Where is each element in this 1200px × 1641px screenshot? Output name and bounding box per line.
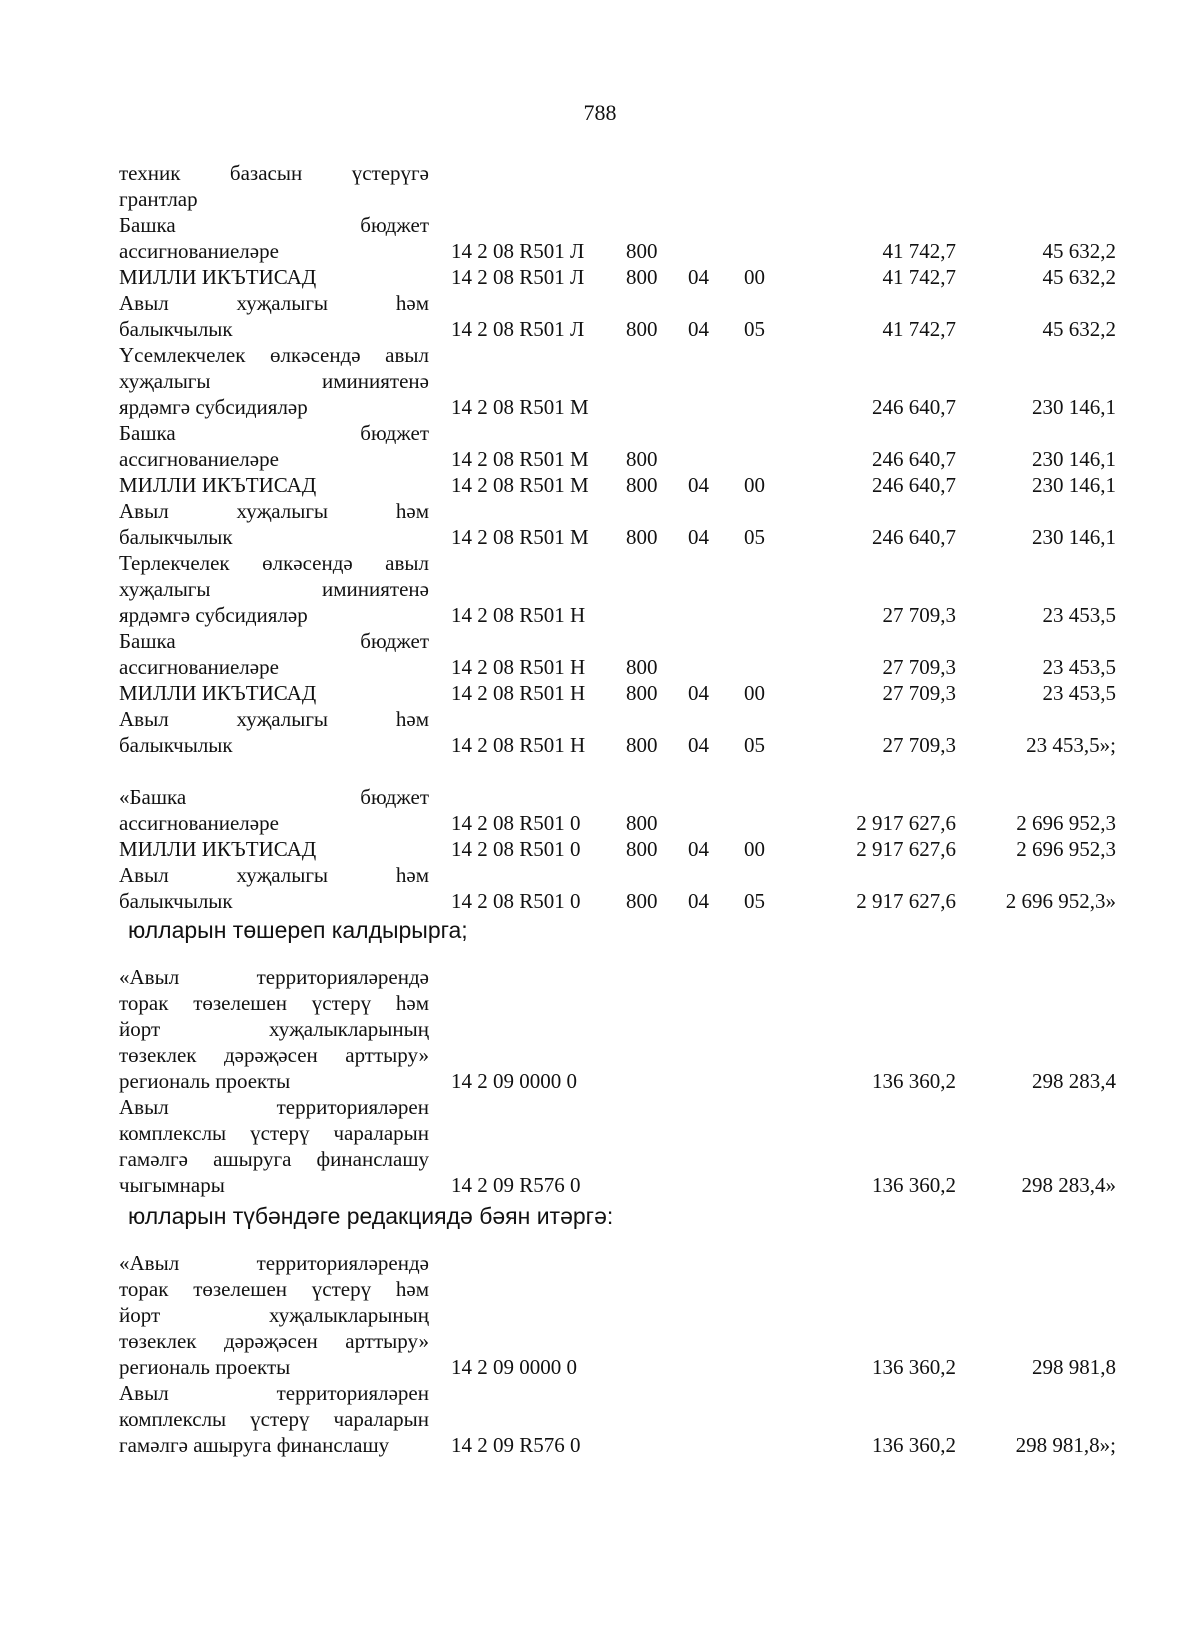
row-subsection: 04 — [688, 889, 709, 913]
row-section: 800 — [626, 655, 658, 679]
table-row — [119, 420, 1139, 472]
row-item: 00 — [744, 265, 765, 289]
row-code: 14 2 08 R501 М — [451, 473, 589, 497]
row-value-2: 45 632,2 — [1042, 265, 1116, 289]
row-code: 14 2 08 R501 0 — [451, 889, 581, 913]
row-name-line: комплекслы үстерү чараларын — [119, 1407, 429, 1431]
row-value-1: 27 709,3 — [882, 655, 956, 679]
row-name — [119, 706, 429, 758]
table-row — [119, 498, 1139, 550]
row-name-line: йорт хуҗалыкларының — [119, 1303, 429, 1327]
row-value-1: 41 742,7 — [882, 265, 956, 289]
row-name-line: Башка бюджет — [119, 421, 429, 445]
row-name-line: гамәлгә ашыруга финанслашу — [119, 1433, 390, 1457]
row-name — [119, 1094, 429, 1198]
row-name-line: «Авыл территорияләрендә — [119, 1251, 429, 1275]
row-name-line: торак төзелешен үстерү һәм — [119, 991, 429, 1015]
row-item: 00 — [744, 473, 765, 497]
row-code: 14 2 08 R501 Н — [451, 681, 586, 705]
row-section: 800 — [626, 733, 658, 757]
row-section: 800 — [626, 239, 658, 263]
table-row — [119, 964, 1139, 1094]
row-name-line: йорт хуҗалыкларының — [119, 1017, 429, 1041]
row-value-2: 230 146,1 — [1032, 473, 1116, 497]
row-name — [119, 550, 429, 628]
row-value-1: 2 917 627,6 — [856, 889, 956, 913]
row-code: 14 2 09 R576 0 — [451, 1433, 581, 1457]
row-name-line: балыкчылык — [119, 525, 233, 549]
row-subsection: 04 — [688, 317, 709, 341]
row-value-1: 27 709,3 — [882, 603, 956, 627]
row-value-1: 246 640,7 — [872, 395, 956, 419]
row-section: 800 — [626, 681, 658, 705]
instruction-replace: юлларын түбәндәге редакциядә бәян итәргә: — [128, 1203, 614, 1229]
row-name-line: техник базасын үстерүгә — [119, 161, 429, 185]
row-item: 00 — [744, 837, 765, 861]
table-row — [119, 784, 1139, 836]
row-value-1: 2 917 627,6 — [856, 811, 956, 835]
row-code: 14 2 08 R501 Л — [451, 239, 585, 263]
row-name-line: Авыл хуҗалыгы һәм — [119, 707, 429, 731]
budget-table — [119, 160, 1139, 1458]
table-row — [119, 290, 1139, 342]
row-value-1: 41 742,7 — [882, 317, 956, 341]
budget-block-2 — [119, 784, 1139, 914]
row-name-line: Терлекчелек өлкәсендә авыл — [119, 551, 429, 575]
table-row — [119, 160, 1139, 212]
table-row — [119, 472, 1139, 498]
row-value-2: 298 981,8»; — [1015, 1433, 1116, 1457]
row-section: 800 — [626, 447, 658, 471]
row-name-line: МИЛЛИ ИКЪТИСАД — [119, 681, 317, 705]
table-row — [119, 342, 1139, 420]
row-name-line: Авыл хуҗалыгы һәм — [119, 863, 429, 887]
budget-block-4 — [119, 1250, 1139, 1458]
row-value-1: 136 360,2 — [872, 1173, 956, 1197]
row-name-line: МИЛЛИ ИКЪТИСАД — [119, 265, 317, 289]
table-row — [119, 1380, 1139, 1458]
row-name-line: «Башка бюджет — [119, 785, 429, 809]
row-name — [119, 680, 429, 706]
row-code: 14 2 08 R501 М — [451, 525, 589, 549]
row-value-2: 298 283,4» — [1021, 1173, 1116, 1197]
row-code: 14 2 08 R501 Л — [451, 317, 585, 341]
row-name-line: МИЛЛИ ИКЪТИСАД — [119, 473, 317, 497]
row-name-line: балыкчылык — [119, 317, 233, 341]
row-name — [119, 290, 429, 342]
row-section: 800 — [626, 265, 658, 289]
row-name-line: комплекслы үстерү чараларын — [119, 1121, 429, 1145]
row-subsection: 04 — [688, 681, 709, 705]
row-value-2: 23 453,5 — [1042, 655, 1116, 679]
row-value-1: 136 360,2 — [872, 1433, 956, 1457]
row-name-line: хуҗалыгы иминиятенә — [119, 577, 429, 601]
row-section: 800 — [626, 473, 658, 497]
row-code: 14 2 09 0000 0 — [451, 1069, 577, 1093]
page-number: 788 — [583, 100, 617, 125]
row-name-line: гамәлгә ашыруга финанслашу — [119, 1147, 429, 1171]
row-value-1: 246 640,7 — [872, 525, 956, 549]
row-code: 14 2 09 0000 0 — [451, 1355, 577, 1379]
row-value-2: 23 453,5 — [1042, 603, 1116, 627]
instruction-delete: юлларын төшереп калдырырга; — [128, 917, 468, 943]
row-value-2: 230 146,1 — [1032, 395, 1116, 419]
row-name — [119, 628, 429, 680]
row-name-line: ассигнованиеләре — [119, 447, 279, 471]
row-name-line: балыкчылык — [119, 889, 233, 913]
row-name-line: Башка бюджет — [119, 629, 429, 653]
row-name — [119, 836, 429, 862]
row-item: 05 — [744, 525, 765, 549]
row-name — [119, 342, 429, 420]
row-name-line: Башка бюджет — [119, 213, 429, 237]
row-item: 05 — [744, 889, 765, 913]
row-name — [119, 420, 429, 472]
budget-block-1 — [119, 160, 1139, 758]
row-name-line: МИЛЛИ ИКЪТИСАД — [119, 837, 317, 861]
row-name-line: ассигнованиеләре — [119, 811, 279, 835]
table-row — [119, 680, 1139, 706]
row-section: 800 — [626, 889, 658, 913]
row-value-1: 246 640,7 — [872, 447, 956, 471]
row-value-1: 2 917 627,6 — [856, 837, 956, 861]
row-code: 14 2 08 R501 Н — [451, 733, 586, 757]
row-name-line: төзеклек дәрәҗәсен арттыру» — [119, 1043, 429, 1067]
row-subsection: 04 — [688, 525, 709, 549]
row-value-1: 246 640,7 — [872, 473, 956, 497]
row-name-line: ассигнованиеләре — [119, 655, 279, 679]
row-section: 800 — [626, 811, 658, 835]
row-value-1: 27 709,3 — [882, 733, 956, 757]
row-name-line: ярдәмгә субсидияләр — [119, 395, 308, 419]
row-name — [119, 212, 429, 264]
row-name — [119, 964, 429, 1094]
table-row — [119, 706, 1139, 758]
row-name-line: региональ проекты — [119, 1355, 291, 1379]
row-value-1: 136 360,2 — [872, 1355, 956, 1379]
row-section: 800 — [626, 317, 658, 341]
row-code: 14 2 08 R501 М — [451, 395, 589, 419]
table-row — [119, 836, 1139, 862]
row-name — [119, 160, 429, 212]
row-name-line: төзеклек дәрәҗәсен арттыру» — [119, 1329, 429, 1353]
row-name — [119, 862, 429, 914]
row-subsection: 04 — [688, 733, 709, 757]
row-name-line: торак төзелешен үстерү һәм — [119, 1277, 429, 1301]
row-section: 800 — [626, 525, 658, 549]
row-value-2: 230 146,1 — [1032, 525, 1116, 549]
row-section: 800 — [626, 837, 658, 861]
row-name — [119, 264, 429, 290]
row-name-line: Авыл хуҗалыгы һәм — [119, 291, 429, 315]
budget-block-3 — [119, 964, 1139, 1198]
row-value-2: 45 632,2 — [1042, 239, 1116, 263]
row-value-2: 298 283,4 — [1032, 1069, 1116, 1093]
row-code: 14 2 08 R501 Н — [451, 603, 586, 627]
row-value-2: 23 453,5»; — [1026, 733, 1116, 757]
row-name — [119, 1380, 429, 1458]
row-name-line: хуҗалыгы иминиятенә — [119, 369, 429, 393]
table-row — [119, 550, 1139, 628]
row-value-1: 27 709,3 — [882, 681, 956, 705]
row-name-line: Авыл территорияләрен — [119, 1381, 429, 1405]
row-name — [119, 498, 429, 550]
row-name-line: чыгымнары — [119, 1173, 225, 1197]
row-value-2: 2 696 952,3 — [1016, 837, 1116, 861]
table-row — [119, 212, 1139, 264]
row-item: 05 — [744, 317, 765, 341]
row-name-line: «Авыл территорияләрендә — [119, 965, 429, 989]
row-name-line: Үсемлекчелек өлкәсендә авыл — [119, 343, 429, 367]
table-row — [119, 628, 1139, 680]
row-code: 14 2 08 R501 М — [451, 447, 589, 471]
row-value-2: 2 696 952,3 — [1016, 811, 1116, 835]
row-value-2: 2 696 952,3» — [1005, 889, 1116, 913]
row-subsection: 04 — [688, 265, 709, 289]
row-code: 14 2 08 R501 Н — [451, 655, 586, 679]
row-value-2: 230 146,1 — [1032, 447, 1116, 471]
table-row — [119, 862, 1139, 914]
row-name — [119, 1250, 429, 1380]
row-name-line: Авыл территорияләрен — [119, 1095, 429, 1119]
row-value-1: 136 360,2 — [872, 1069, 956, 1093]
row-item: 05 — [744, 733, 765, 757]
row-code: 14 2 08 R501 0 — [451, 837, 581, 861]
row-name-line: ярдәмгә субсидияләр — [119, 603, 308, 627]
row-value-2: 45 632,2 — [1042, 317, 1116, 341]
row-name-line: балыкчылык — [119, 733, 233, 757]
row-subsection: 04 — [688, 473, 709, 497]
row-value-2: 298 981,8 — [1032, 1355, 1116, 1379]
row-code: 14 2 09 R576 0 — [451, 1173, 581, 1197]
row-name-line: Авыл хуҗалыгы һәм — [119, 499, 429, 523]
table-row — [119, 1094, 1139, 1198]
row-name-line: ассигнованиеләре — [119, 239, 279, 263]
row-code: 14 2 08 R501 Л — [451, 265, 585, 289]
row-subsection: 04 — [688, 837, 709, 861]
row-name — [119, 784, 429, 836]
row-code: 14 2 08 R501 0 — [451, 811, 581, 835]
table-row — [119, 264, 1139, 290]
row-name — [119, 472, 429, 498]
table-row — [119, 1250, 1139, 1380]
row-name-line: грантлар — [119, 187, 198, 211]
row-name-line: региональ проекты — [119, 1069, 291, 1093]
row-value-1: 41 742,7 — [882, 239, 956, 263]
row-value-2: 23 453,5 — [1042, 681, 1116, 705]
row-item: 00 — [744, 681, 765, 705]
